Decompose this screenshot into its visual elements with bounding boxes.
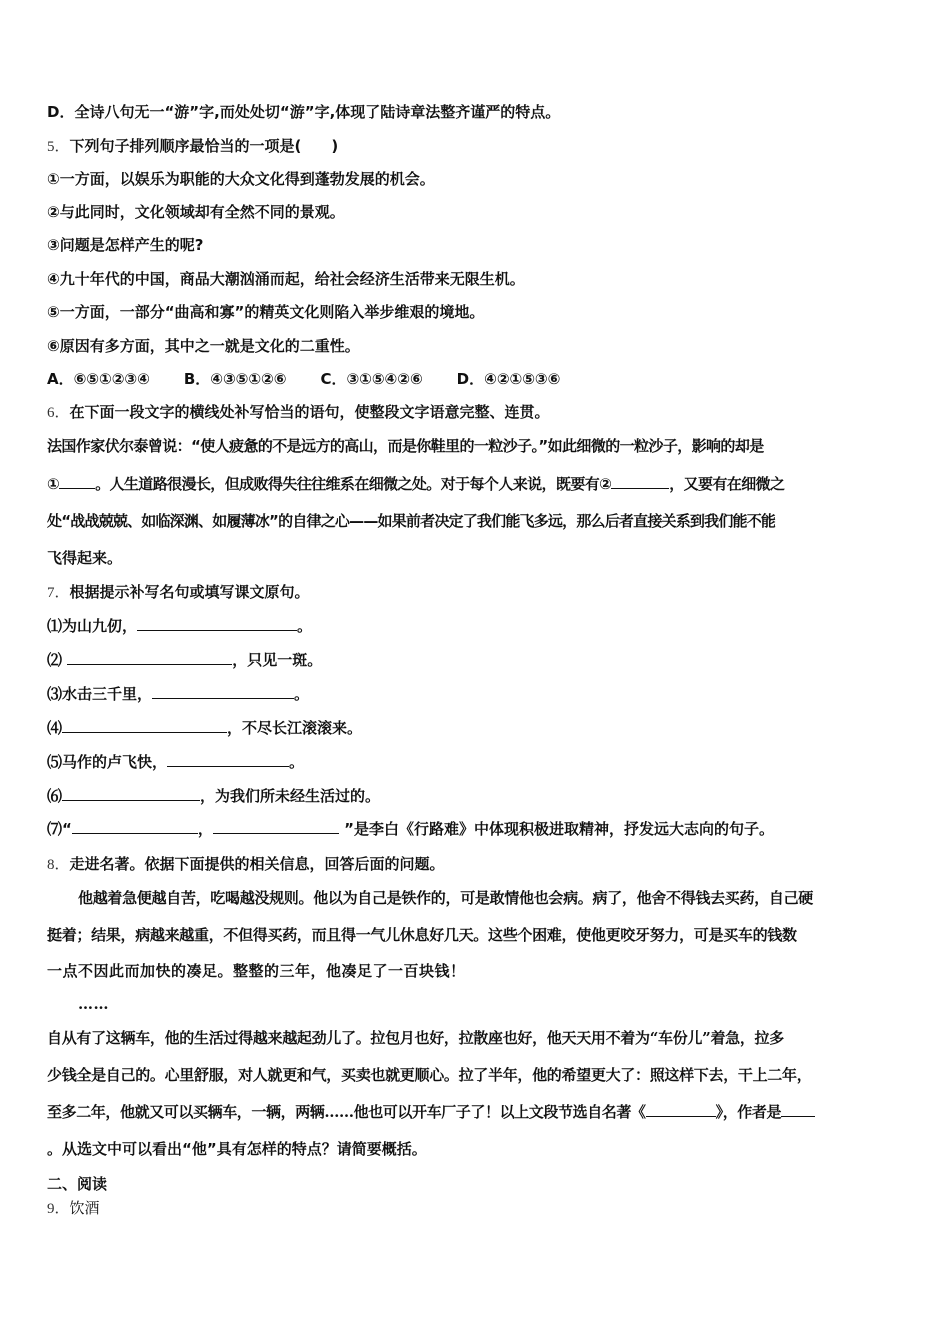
q7-blank[interactable] [137, 616, 297, 631]
q8-excerpt-line: 他越着急便越自苦，吃喝越没规则。他以为自己是铁作的，可是敢情他也会病。病了，他舍不得钱去买药，自己硬 [78, 889, 814, 907]
q8-book-blank[interactable] [646, 1102, 716, 1117]
q7-item-text: ”是李白《行路难》中体现积极进取精神，抒发远大志向的句子。 [338, 820, 774, 838]
q5-sentence: ③问题是怎样产生的呢? [47, 236, 204, 254]
q7-item [47, 616, 312, 636]
q7-item-text: ， [197, 820, 213, 838]
q8-stem [47, 854, 445, 875]
q7-item-text: ⑺“ [47, 820, 72, 838]
q5-sentence: ④九十年代的中国，商品大潮汹涌而起，给社会经济生活带来无限生机。 [47, 270, 525, 288]
q7-item [47, 684, 309, 704]
q5-options [47, 369, 594, 389]
q7-blank[interactable] [72, 819, 198, 834]
q7-item-text: ⑴为山九仞， [47, 617, 138, 635]
q5-stem [47, 136, 338, 157]
q5-sentence: ⑤一方面，一部分“曲高和寡”的精英文化则陷入举步维艰的境地。 [47, 303, 485, 321]
q6-passage-line: 处“战战兢兢、如临深渊、如履薄冰”的自律之心——如果前者决定了我们能飞多远，那么后者直接关系到我们能不能 [47, 512, 776, 530]
q5-sentence: ①一方面，以娱乐为职能的大众文化得到蓬勃发展的机会。 [47, 170, 435, 188]
q8-text: 至多二年，他就又可以买辆车，一辆，两辆……他也可以开车厂子了！以上文段节选自名著《 [47, 1103, 646, 1121]
q5-option-b[interactable]: B．④③⑤①②⑥ [183, 370, 287, 388]
q8-author-blank[interactable] [781, 1102, 815, 1117]
q7-blank[interactable] [62, 786, 200, 801]
q7-item-text: ⑶水击三千里， [47, 685, 153, 703]
q7-item-text: ⑷ [47, 719, 63, 737]
q5-stem-text: 下列句子排列顺序最恰当的一项是( ) [69, 137, 339, 155]
q5-option-a[interactable]: A．⑥⑤①②③④ [47, 370, 150, 388]
q7-blank[interactable] [167, 752, 289, 767]
q6-passage-line: 法国作家伏尔泰曾说：“使人疲惫的不是远方的高山，而是你鞋里的一粒沙子。”如此细微的一粒沙子，影响的却是 [47, 437, 764, 455]
q6-passage-line [47, 474, 784, 494]
q7-item [47, 786, 380, 806]
q7-item-text: ⑹ [47, 787, 63, 805]
q6-stem [47, 402, 550, 423]
q7-blank[interactable] [213, 819, 339, 834]
q6-stem-text: 在下面一段文字的横线处补写恰当的语句，使整段文字语意完整、连贯。 [69, 403, 550, 421]
q5-sentence: ②与此同时，文化领域却有全然不同的景观。 [47, 203, 345, 221]
q7-item [47, 819, 774, 839]
q7-item-text: 。 [297, 617, 313, 635]
q6-blank-2[interactable] [611, 474, 669, 489]
q7-item-text: ，不尽长江滚滚来。 [227, 719, 363, 737]
q8-excerpt-line [47, 1102, 815, 1122]
q8-excerpt-line: 挺着；结果，病越来越重，不但得买药，而且得一气儿休息好几天。这些个困难，使他更咬牙努力，可是买车的钱数 [47, 926, 797, 944]
q5-option-c[interactable]: C．③①⑤④②⑥ [320, 370, 423, 388]
q6-text: 。人生道路很漫长，但成败得失往往维系在细微之处。对于每个人来说，既要有② [95, 475, 612, 493]
q8-text: 》，作者是 [715, 1103, 782, 1121]
q7-item-text: ，只见一斑。 [232, 651, 323, 669]
q7-stem-text: 根据提示补写名句或填写课文原句。 [69, 583, 310, 601]
q6-number: 6． [47, 405, 70, 421]
section-2-title: 二、阅读 [47, 1175, 108, 1193]
q7-blank[interactable] [67, 650, 232, 665]
q4-option-d: D．全诗八句无一“游”字,而处处切“游”字,体现了陆诗章法整齐谨严的特点。 [47, 103, 561, 121]
q7-blank[interactable] [62, 718, 227, 733]
q9-title-text: 饮酒 [69, 1199, 100, 1217]
q7-item-text: 。 [294, 685, 310, 703]
q7-item [47, 650, 322, 670]
q6-blank-1-label: ① [47, 475, 60, 493]
q5-option-d[interactable]: D．④②①⑤③⑥ [456, 370, 561, 388]
q7-item-text: ⑸马作的卢飞快， [47, 753, 168, 771]
q8-stem-text: 走进名著。依据下面提供的相关信息，回答后面的问题。 [69, 855, 445, 873]
q8-excerpt-line: 少钱全是自己的。心里舒服，对人就更和气，买卖也就更顺心。拉了半年，他的希望更大了：照这样下去，干上二年， [47, 1066, 812, 1084]
q5-sentence: ⑥原因有多方面，其中之一就是文化的二重性。 [47, 337, 360, 355]
q8-number: 8． [47, 857, 70, 873]
q7-blank[interactable] [152, 684, 294, 699]
q8-excerpt-line: 自从有了这辆车，他的生活过得越来越起劲儿了。拉包月也好，拉散座也好，他天天用不着为“车份儿”着急，拉多 [47, 1029, 784, 1047]
q7-stem [47, 582, 310, 603]
q9-number: 9． [47, 1201, 70, 1217]
q7-item-text: 。 [289, 753, 305, 771]
q7-item-text: ⑵ [47, 651, 68, 669]
q7-item [47, 752, 304, 772]
q6-blank-1[interactable] [59, 474, 95, 489]
q6-passage-line: 飞得起来。 [47, 549, 123, 567]
q8-ellipsis: …… [78, 995, 109, 1013]
q5-number: 5． [47, 139, 70, 155]
q8-excerpt-line: 一点不因此而加快的凑足。整整的三年，他凑足了一百块钱！ [47, 962, 466, 980]
q8-question: 。从选文中可以看出“他”具有怎样的特点？请简要概括。 [47, 1140, 427, 1158]
q9-title [47, 1198, 100, 1219]
q7-number: 7． [47, 585, 70, 601]
q6-text: ，又要有在细微之 [669, 475, 785, 493]
q7-item-text: ，为我们所未经生活过的。 [200, 787, 381, 805]
q7-item [47, 718, 362, 738]
